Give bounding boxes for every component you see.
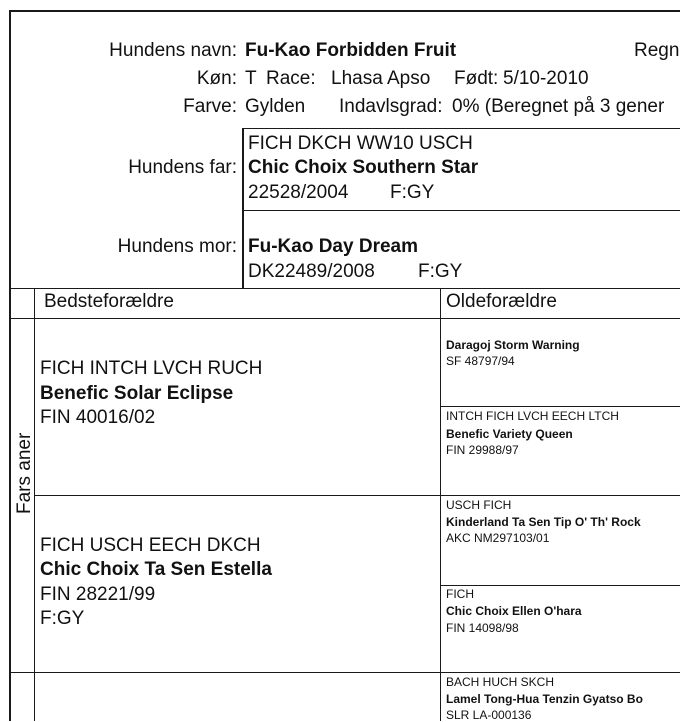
dam-reg: DK22489/2008 <box>248 261 375 282</box>
pedigree-top <box>9 288 680 289</box>
top-border <box>9 10 680 12</box>
regn-label: Regn <box>634 40 680 61</box>
color-label: Farve: <box>183 96 237 117</box>
inbreeding-label: Indavlsgrad: <box>339 96 443 117</box>
sire-name: Chic Choix Southern Star <box>248 157 479 178</box>
sire-color: F:GY <box>390 182 435 203</box>
grandparent-2-reg: FIN 28221/99 <box>40 584 156 605</box>
sire-box-left <box>242 128 244 288</box>
grandparent-2-titles: FICH USCH EECH DKCH <box>40 535 261 556</box>
race-value: Lhasa Apso <box>331 68 431 89</box>
grandparent-1-reg: FIN 40016/02 <box>40 407 156 428</box>
born-value: 5/10-2010 <box>503 68 589 89</box>
gg-1-reg: SF 48797/94 <box>446 354 515 368</box>
sire-titles: FICH DKCH WW10 USCH <box>248 133 473 154</box>
race-label: Race: <box>266 68 316 89</box>
sire-reg: 22528/2004 <box>248 182 349 203</box>
gg-4-titles: FICH <box>446 587 474 601</box>
gg-divider-2 <box>440 585 680 586</box>
sex-label: Køn: <box>196 68 237 89</box>
row-divider-2 <box>9 672 680 673</box>
left-border <box>9 10 11 721</box>
gg-1-name: Daragoj Storm Warning <box>446 338 580 352</box>
dog-name: Fu-Kao Forbidden Fruit <box>245 40 457 61</box>
great-grandparents-header: Oldeforældre <box>446 291 557 312</box>
dam-label: Hundens mor: <box>117 236 237 257</box>
sire-label: Hundens far: <box>128 157 237 178</box>
grandparent-2-color: F:GY <box>40 608 85 629</box>
dam-name: Fu-Kao Day Dream <box>248 236 418 257</box>
name-label: Hundens navn: <box>109 40 237 61</box>
inbreeding-value: 0% (Beregnet på 3 gener <box>452 96 665 117</box>
color-value: Gylden <box>245 96 306 117</box>
dam-color: F:GY <box>418 261 463 282</box>
grandparent-1-name: Benefic Solar Eclipse <box>40 383 234 404</box>
gg-col-divider <box>440 288 441 721</box>
col-header-bottom <box>9 318 680 319</box>
gg-3-name: Kinderland Ta Sen Tip O' Th' Rock <box>446 515 641 529</box>
gg-4-reg: FIN 14098/98 <box>446 621 519 635</box>
sex-value: T <box>245 68 257 89</box>
gg-divider-1 <box>440 406 680 407</box>
gg-3-reg: AKC NM297103/01 <box>446 531 550 545</box>
row-divider-1 <box>34 495 680 496</box>
gg-3-titles: USCH FICH <box>446 498 512 512</box>
born-label: Født: <box>454 68 499 89</box>
sire-box-bottom <box>242 210 680 211</box>
gg-5-titles: BACH HUCH SKCH <box>446 675 555 689</box>
gg-5-reg: SLR LA-000136 <box>446 708 532 722</box>
gg-2-name: Benefic Variety Queen <box>446 427 573 441</box>
grandparents-header: Bedsteforældre <box>44 291 174 312</box>
gg-2-titles: INTCH FICH LVCH EECH LTCH <box>446 409 619 423</box>
grandparent-2-name: Chic Choix Ta Sen Estella <box>40 559 272 580</box>
gg-2-reg: FIN 29988/97 <box>446 443 519 457</box>
fathers-ancestors-label: Fars aner <box>14 432 35 514</box>
gg-5-name: Lamel Tong-Hua Tenzin Gyatso Bo <box>446 692 643 706</box>
gg-4-name: Chic Choix Ellen O'hara <box>446 604 582 618</box>
grandparent-1-titles: FICH INTCH LVCH RUCH <box>40 358 263 379</box>
sire-box-top <box>242 128 680 129</box>
